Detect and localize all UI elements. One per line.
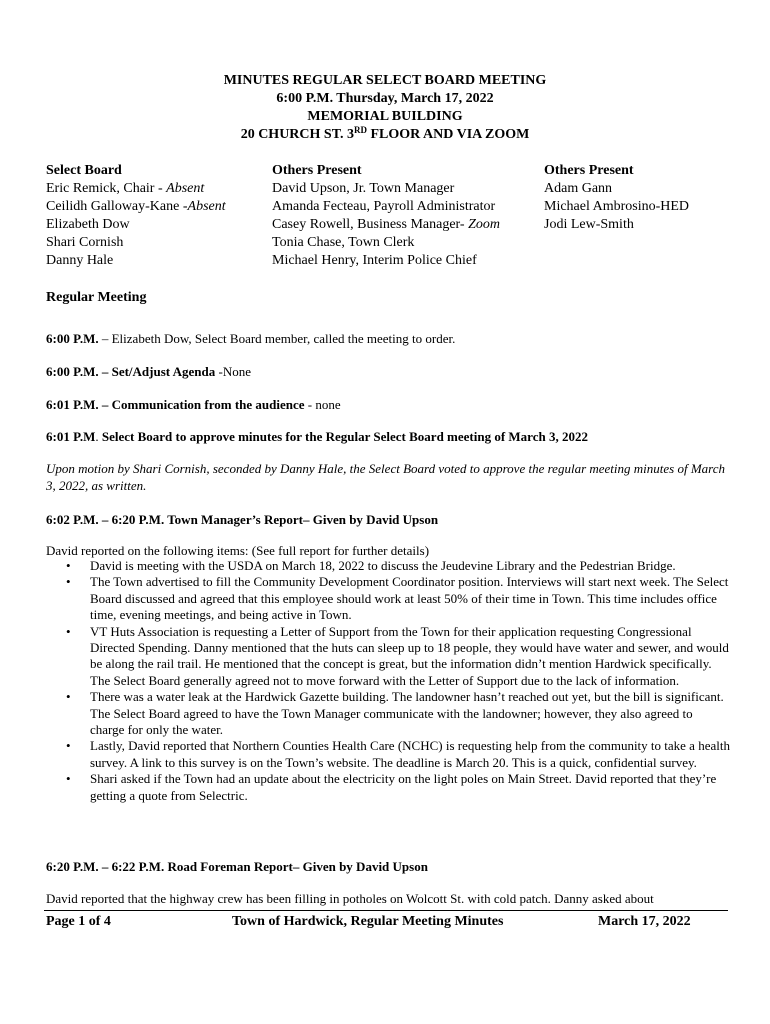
- select-board-column: [46, 162, 226, 270]
- header-location-sup: RD: [354, 125, 367, 135]
- header-title: MINUTES REGULAR SELECT BOARD MEETING: [223, 73, 547, 88]
- agenda-title: 6:01 P.M. – Communication from the audience: [46, 397, 305, 412]
- attendee-name: Tonia Chase, Town Clerk: [272, 235, 415, 250]
- attendee-note: Zoom: [468, 217, 500, 232]
- attendee: [46, 198, 226, 216]
- attendee: [272, 216, 500, 234]
- others-present-heading: Others Present: [544, 163, 634, 178]
- road-foreman-report-heading: 6:20 P.M. – 6:22 P.M. Road Foreman Report– Given by David Upson: [46, 859, 428, 874]
- list-item-text: There was a water leak at the Hardwick Gazette building. The landowner hasn’t reached out yet, but the bill is significant. The Select Board agreed to have the Town Manager communicate with the landowner; however, they also agreed to charge for only the water.: [90, 689, 724, 738]
- attendee: [272, 252, 500, 270]
- attendee: [272, 180, 500, 198]
- attendee-name: Michael Henry, Interim Police Chief: [272, 253, 477, 268]
- header-location: [0, 126, 770, 144]
- bullet-icon: •: [66, 558, 71, 573]
- bullet-icon: •: [66, 689, 71, 705]
- attendee-note: Absent: [187, 199, 226, 214]
- attendee-note: Absent: [166, 181, 205, 196]
- list-item: [46, 558, 730, 574]
- attendee-name: Eric Remick, Chair -: [46, 181, 167, 196]
- attendee-name: Casey Rowell, Business Manager-: [272, 217, 469, 232]
- footer-divider: [44, 910, 728, 911]
- agenda-time: 6:01 P.M: [46, 429, 96, 444]
- agenda-time: 6:00 P.M.: [46, 331, 99, 346]
- bullet-icon: •: [66, 574, 71, 590]
- list-item: [46, 689, 730, 738]
- bullet-icon: •: [66, 738, 71, 754]
- list-item-text: Shari asked if the Town had an update about the electricity on the light poles on Main Street. David reported that they’re getting a quote from Selectric.: [90, 771, 717, 803]
- bullet-icon: •: [66, 623, 71, 639]
- motion-text: Upon motion by Shari Cornish, seconded by Danny Hale, the Select Board voted to approve the regular meeting minutes of March 3, 2022, as written.: [46, 461, 726, 493]
- attendee: [46, 180, 226, 198]
- footer-title: Town of Hardwick, Regular Meeting Minutes: [232, 914, 504, 929]
- attendee: [272, 234, 500, 252]
- header-location-post: FLOOR AND VIA ZOOM: [367, 127, 530, 142]
- agenda-item-approve-minutes: [46, 429, 726, 446]
- report-items-list: [46, 558, 730, 804]
- agenda-item-communication: [46, 397, 726, 414]
- list-item-text: The Town advertised to fill the Community Development Coordinator position. Interviews will start next week. The Select Board discussed and agreed that this employee should work at least 50% of their time in Town. This time includes office time, evening meetings, and being active in Town.: [90, 574, 729, 623]
- attendee: [46, 252, 226, 270]
- attendee: [46, 216, 226, 234]
- footer-date: March 17, 2022: [598, 914, 691, 929]
- attendee-name: Elizabeth Dow: [46, 217, 130, 232]
- agenda-item-call-to-order: [46, 331, 726, 348]
- agenda-text: -None: [215, 364, 252, 379]
- bullet-icon: •: [66, 771, 71, 787]
- attendee: Adam Gann: [544, 181, 613, 196]
- agenda-item-set-agenda: [46, 364, 726, 381]
- regular-meeting-heading: Regular Meeting: [46, 290, 147, 305]
- document-header: [0, 72, 770, 144]
- road-foreman-report-text: David reported that the highway crew has been filling in potholes on Wolcott St. with cold patch. Danny asked about: [46, 891, 654, 906]
- others-present-heading: Others Present: [272, 163, 362, 178]
- header-location-pre: 20 CHURCH ST. 3: [240, 127, 354, 142]
- attendee-name: Danny Hale: [46, 253, 114, 268]
- header-building: MEMORIAL BUILDING: [307, 109, 463, 124]
- attendee: Michael Ambrosino-HED: [544, 199, 690, 214]
- agenda-title: 6:00 P.M. – Set/Adjust Agenda: [46, 364, 216, 379]
- attendee-name: Shari Cornish: [46, 235, 124, 250]
- agenda-title: Select Board to approve minutes for the Regular Select Board meeting of March 3, 2022: [101, 429, 588, 444]
- attendee-name: David Upson, Jr. Town Manager: [272, 181, 455, 196]
- list-item: [46, 771, 730, 804]
- agenda-text: – Elizabeth Dow, Select Board member, called the meeting to order.: [98, 331, 456, 346]
- attendee: [46, 234, 226, 252]
- list-item: [46, 574, 730, 623]
- attendee: Jodi Lew-Smith: [544, 217, 634, 232]
- attendee-name: Ceilidh Galloway-Kane -: [46, 199, 188, 214]
- attendee-name: Amanda Fecteau, Payroll Administrator: [272, 199, 496, 214]
- agenda-text: - none: [304, 397, 341, 412]
- others-present-column-1: [272, 162, 500, 270]
- town-manager-report-heading: 6:02 P.M. – 6:20 P.M. Town Manager’s Report– Given by David Upson: [46, 512, 439, 527]
- list-item-text: David is meeting with the USDA on March 18, 2022 to discuss the Jeudevine Library and the Pedestrian Bridge.: [90, 558, 676, 573]
- others-present-column-2: [544, 162, 689, 234]
- attendee: [272, 198, 500, 216]
- select-board-heading: Select Board: [46, 163, 122, 178]
- header-time: 6:00 P.M. Thursday, March 17, 2022: [276, 91, 494, 106]
- agenda-separator: .: [95, 429, 102, 444]
- town-manager-report-intro: David reported on the following items: (See full report for further details): [46, 543, 430, 558]
- list-item: [46, 624, 730, 690]
- list-item: [46, 738, 730, 771]
- footer-page-number: Page 1 of 4: [46, 914, 111, 929]
- list-item-text: VT Huts Association is requesting a Letter of Support from the Town for their application requesting Congressional Directed Spending. Danny mentioned that the huts can sleep up to 18 people, they would have water and sewer, and would be along the rail trail. He mentioned that the concept is great, but the information didn’t mention Hardwick specifically. The Select Board generally agreed not to move forward with the Letter of Support due to the lack of information.: [90, 623, 729, 688]
- list-item-text: Lastly, David reported that Northern Counties Health Care (NCHC) is requesting help from the community to take a health survey. A link to this survey is on the Town’s website. The deadline is March 20. This is a quick, confidential survey.: [90, 738, 730, 770]
